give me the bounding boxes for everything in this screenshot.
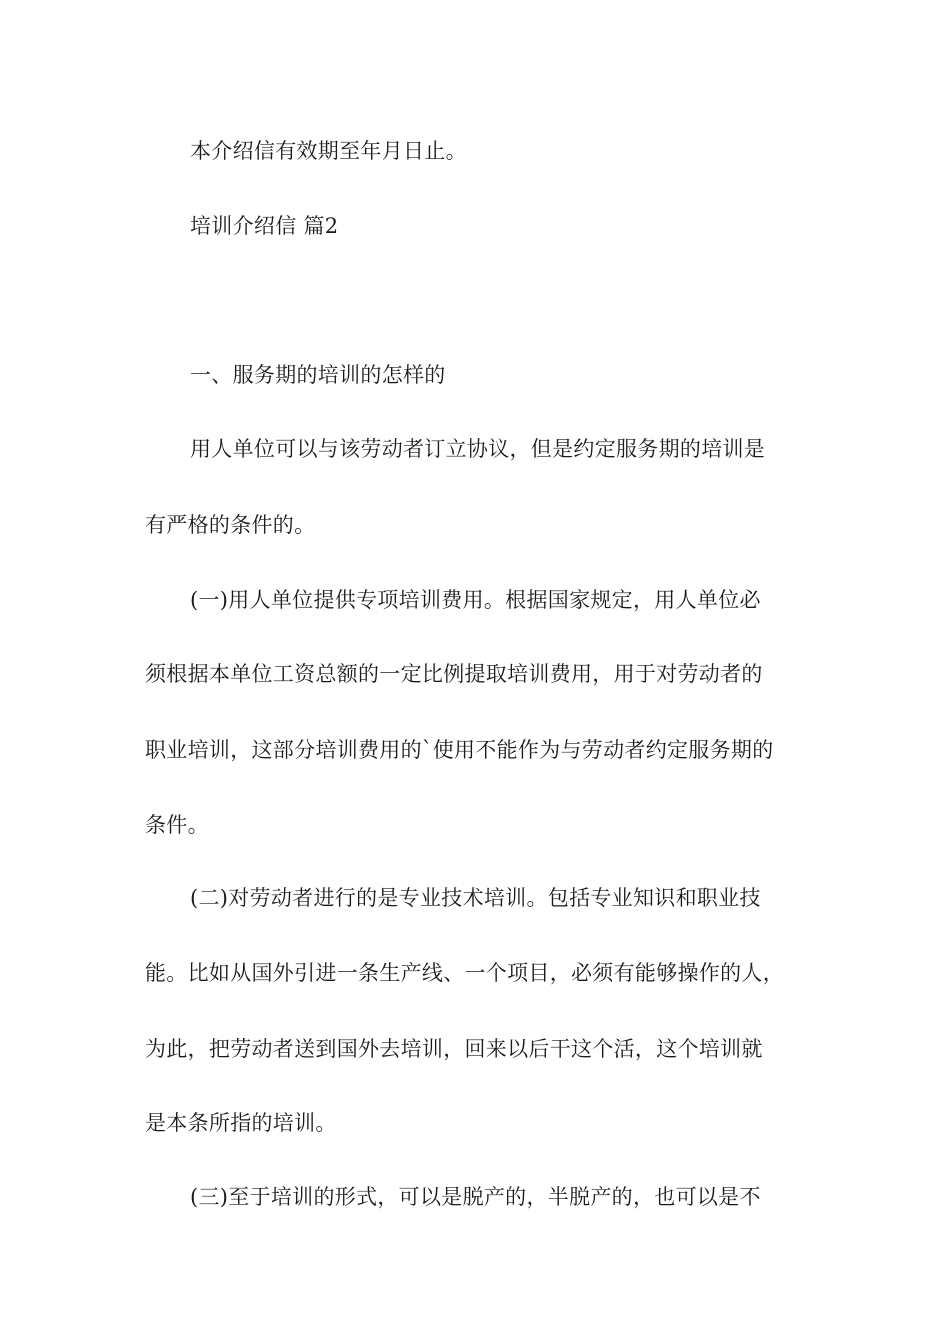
paragraph-line: (一)用人单位提供专项培训费用。根据国家规定，用人单位必 <box>190 588 761 612</box>
validity-line: 本介绍信有效期至年月日止。 <box>190 139 467 163</box>
heading-one: 一、服务期的培训的怎样的 <box>190 363 446 387</box>
paragraph-line: 须根据本单位工资总额的一定比例提取培训费用，用于对劳动者的 <box>145 662 763 686</box>
paragraph-line: 有严格的条件的。 <box>145 513 316 537</box>
paragraph-line: 职业培训，这部分培训费用的`使用不能作为与劳动者约定服务期的 <box>145 738 774 762</box>
paragraph-line: 为此，把劳动者送到国外去培训，回来以后干这个活，这个培训就 <box>145 1037 763 1061</box>
section-title: 培训介绍信 篇2 <box>190 214 339 238</box>
paragraph-line: 能。比如从国外引进一条生产线、一个项目，必须有能够操作的人， <box>145 961 784 985</box>
paragraph-line: (三)至于培训的形式，可以是脱产的，半脱产的，也可以是不 <box>190 1185 761 1209</box>
paragraph-line: 用人单位可以与该劳动者订立协议，但是约定服务期的培训是 <box>190 437 766 461</box>
paragraph-line: 条件。 <box>145 813 209 837</box>
paragraph-line: 是本条所指的培训。 <box>145 1111 337 1135</box>
paragraph-line: (二)对劳动者进行的是专业技术培训。包括专业知识和职业技 <box>190 886 761 910</box>
